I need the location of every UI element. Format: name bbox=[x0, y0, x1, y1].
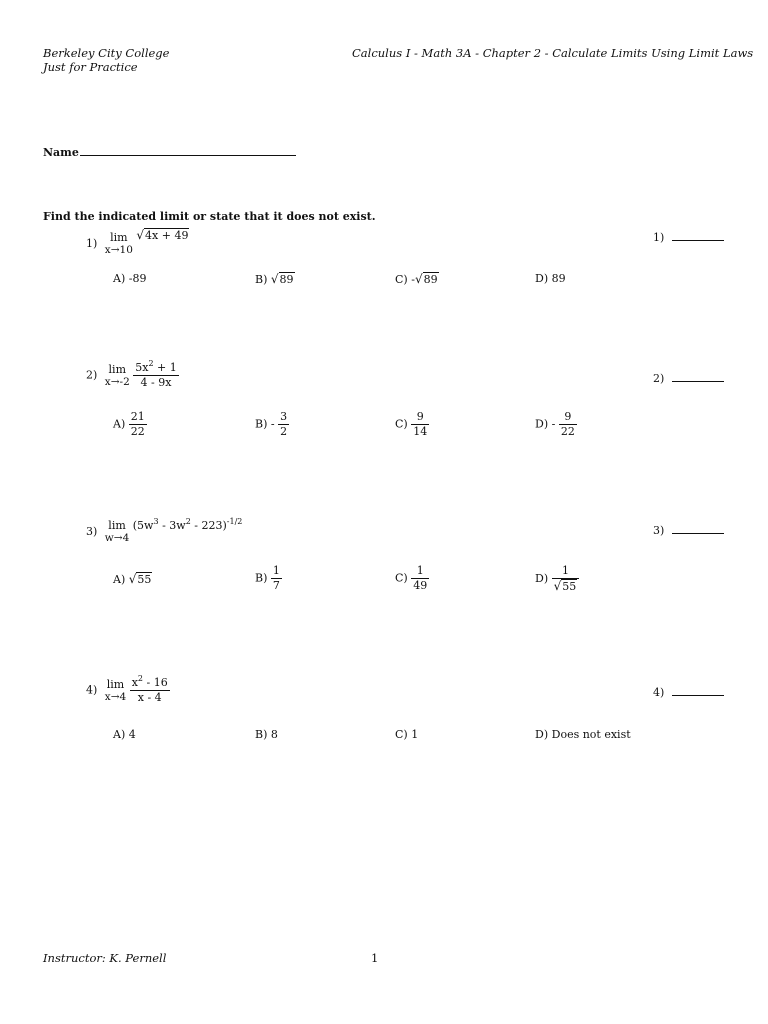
denominator bbox=[552, 578, 580, 593]
radicand: 4x + 49 bbox=[145, 229, 189, 242]
numerator: 9 bbox=[564, 410, 572, 423]
instructions: Find the indicated limit or state that it does not exist. bbox=[43, 210, 376, 223]
denominator: 22 bbox=[130, 425, 145, 438]
numerator-base: 5x bbox=[135, 361, 149, 374]
choice-label: D) bbox=[535, 272, 549, 285]
denominator: 22 bbox=[560, 425, 575, 438]
expr-part-c: - 223) bbox=[190, 519, 227, 532]
choice-label: B) bbox=[255, 273, 268, 286]
choice-label: A) bbox=[113, 573, 126, 586]
limit-approach: x→4 bbox=[104, 690, 127, 703]
choice-2c[interactable] bbox=[395, 411, 429, 438]
numerator bbox=[130, 674, 170, 690]
choice-1d[interactable] bbox=[535, 272, 566, 285]
instructor-name: Instructor: K. Pernell bbox=[43, 951, 167, 965]
choice-label: B) bbox=[255, 571, 268, 585]
choice-label: D) bbox=[535, 728, 549, 741]
limit-approach: w→4 bbox=[104, 532, 130, 544]
radical: √55 bbox=[553, 579, 577, 593]
denominator: 4 - 9x bbox=[133, 375, 179, 389]
choice-2a[interactable] bbox=[113, 411, 147, 438]
exponent: 2 bbox=[185, 517, 191, 526]
limit-approach: x→-2 bbox=[104, 375, 130, 388]
choice-sign: - bbox=[270, 417, 275, 431]
answer-slot-2 bbox=[653, 372, 724, 385]
header-left bbox=[43, 46, 169, 74]
choice-sign: - bbox=[551, 417, 556, 431]
answer-label: 4) bbox=[653, 686, 665, 699]
name-field[interactable] bbox=[80, 146, 296, 156]
choice-3a[interactable] bbox=[113, 572, 152, 586]
name-line bbox=[43, 146, 296, 159]
choice-label: C) bbox=[395, 571, 408, 585]
fraction bbox=[278, 411, 289, 438]
choice-label: B) bbox=[255, 728, 268, 741]
lim-word: lim bbox=[108, 362, 126, 376]
numerator: 1 bbox=[416, 564, 424, 577]
denominator: 49 bbox=[413, 579, 428, 592]
radical: √89 bbox=[414, 272, 438, 286]
choice-label: B) bbox=[255, 417, 268, 431]
question-3 bbox=[86, 519, 242, 544]
limit-operator bbox=[105, 679, 126, 703]
choice-value: Does not exist bbox=[551, 728, 631, 741]
choice-3b[interactable] bbox=[255, 565, 282, 592]
answer-slot-4 bbox=[653, 686, 724, 699]
header-subtitle: Just for Practice bbox=[43, 60, 138, 74]
radical: √55 bbox=[128, 572, 152, 586]
radicand: 55 bbox=[137, 573, 152, 586]
numerator: 1 bbox=[272, 564, 280, 577]
fraction bbox=[129, 411, 147, 438]
exponent: 2 bbox=[137, 674, 144, 683]
choice-value: 4 bbox=[128, 728, 136, 741]
denominator: 2 bbox=[280, 425, 288, 438]
numerator: 3 bbox=[280, 410, 288, 423]
numerator-tail: - 16 bbox=[143, 676, 168, 689]
radical: √89 bbox=[270, 272, 294, 286]
expr-part-b: - 3w bbox=[158, 519, 186, 532]
numerator: 21 bbox=[130, 410, 145, 423]
exponent: 3 bbox=[153, 517, 159, 526]
denominator: x - 4 bbox=[130, 690, 170, 704]
limit-approach: x→10 bbox=[104, 244, 133, 256]
lim-word: lim bbox=[110, 231, 128, 244]
radicand: 89 bbox=[279, 273, 294, 286]
choice-label: C) bbox=[395, 273, 408, 286]
name-label: Name bbox=[43, 146, 79, 159]
choice-1b[interactable] bbox=[255, 272, 295, 286]
answer-label: 1) bbox=[653, 231, 665, 244]
fraction bbox=[130, 674, 170, 704]
choice-4a[interactable] bbox=[113, 728, 136, 741]
choice-label: C) bbox=[395, 728, 408, 741]
course-title: Calculus I - Math 3A - Chapter 2 - Calculate Limits Using Limit Laws bbox=[352, 46, 754, 60]
school-name: Berkeley City College bbox=[43, 46, 170, 60]
outer-exponent: -1/2 bbox=[226, 517, 243, 526]
page-number: 1 bbox=[371, 951, 379, 965]
choice-value: 1 bbox=[411, 728, 419, 741]
answer-slot-1 bbox=[653, 231, 724, 244]
limit-operator bbox=[105, 520, 129, 544]
choice-label: D) bbox=[535, 417, 549, 431]
numerator-tail: + 1 bbox=[153, 361, 177, 374]
choice-value: 89 bbox=[551, 272, 566, 285]
numerator: 9 bbox=[416, 410, 424, 423]
expression bbox=[133, 519, 243, 532]
choice-2b[interactable] bbox=[255, 411, 289, 438]
choice-4d[interactable] bbox=[535, 728, 631, 741]
question-number: 1) bbox=[86, 237, 98, 250]
fraction bbox=[133, 359, 179, 389]
fraction bbox=[552, 565, 580, 593]
lim-word: lim bbox=[108, 519, 126, 532]
answer-blank[interactable] bbox=[672, 231, 724, 241]
choice-sign: - bbox=[411, 273, 415, 286]
denominator: 7 bbox=[272, 579, 280, 592]
radical-expression: √4x + 49 bbox=[136, 228, 189, 242]
numerator bbox=[133, 359, 179, 375]
choice-label: D) bbox=[535, 572, 549, 585]
limit-operator bbox=[105, 364, 130, 388]
choice-label: A) bbox=[113, 417, 126, 431]
choice-1a[interactable] bbox=[113, 272, 146, 285]
choice-label: A) bbox=[113, 728, 126, 741]
choice-1c[interactable] bbox=[395, 272, 439, 286]
fraction bbox=[271, 565, 282, 592]
radicand: 89 bbox=[423, 273, 438, 286]
choice-value: -89 bbox=[128, 272, 147, 285]
choice-label: C) bbox=[395, 417, 408, 431]
question-4 bbox=[86, 674, 170, 704]
choice-2d[interactable] bbox=[535, 411, 577, 438]
question-1 bbox=[86, 228, 189, 256]
question-number: 3) bbox=[86, 525, 98, 538]
choice-label: A) bbox=[113, 272, 126, 285]
choice-3c[interactable] bbox=[395, 565, 429, 592]
answer-blank[interactable] bbox=[672, 686, 724, 696]
numerator: 1 bbox=[561, 564, 569, 577]
fraction bbox=[411, 565, 429, 592]
numerator-base: x bbox=[131, 676, 138, 689]
question-number: 4) bbox=[86, 683, 98, 697]
question-2 bbox=[86, 359, 179, 389]
denominator: 14 bbox=[413, 425, 428, 438]
answer-blank[interactable] bbox=[672, 372, 724, 382]
fraction bbox=[411, 411, 429, 438]
question-number: 2) bbox=[86, 368, 98, 382]
answer-slot-3 bbox=[653, 524, 724, 537]
fraction bbox=[559, 411, 577, 438]
limit-operator bbox=[105, 232, 133, 256]
answer-label: 2) bbox=[653, 372, 665, 385]
answer-blank[interactable] bbox=[672, 524, 724, 534]
exponent: 2 bbox=[148, 359, 154, 368]
choice-3d[interactable] bbox=[535, 565, 579, 593]
lim-word: lim bbox=[106, 677, 125, 691]
radicand: 55 bbox=[562, 580, 577, 593]
expr-part-a: (5w bbox=[132, 519, 154, 532]
choice-value: 8 bbox=[270, 728, 278, 741]
choice-4b[interactable] bbox=[255, 728, 278, 741]
answer-label: 3) bbox=[653, 524, 665, 537]
choice-4c[interactable] bbox=[395, 728, 418, 741]
